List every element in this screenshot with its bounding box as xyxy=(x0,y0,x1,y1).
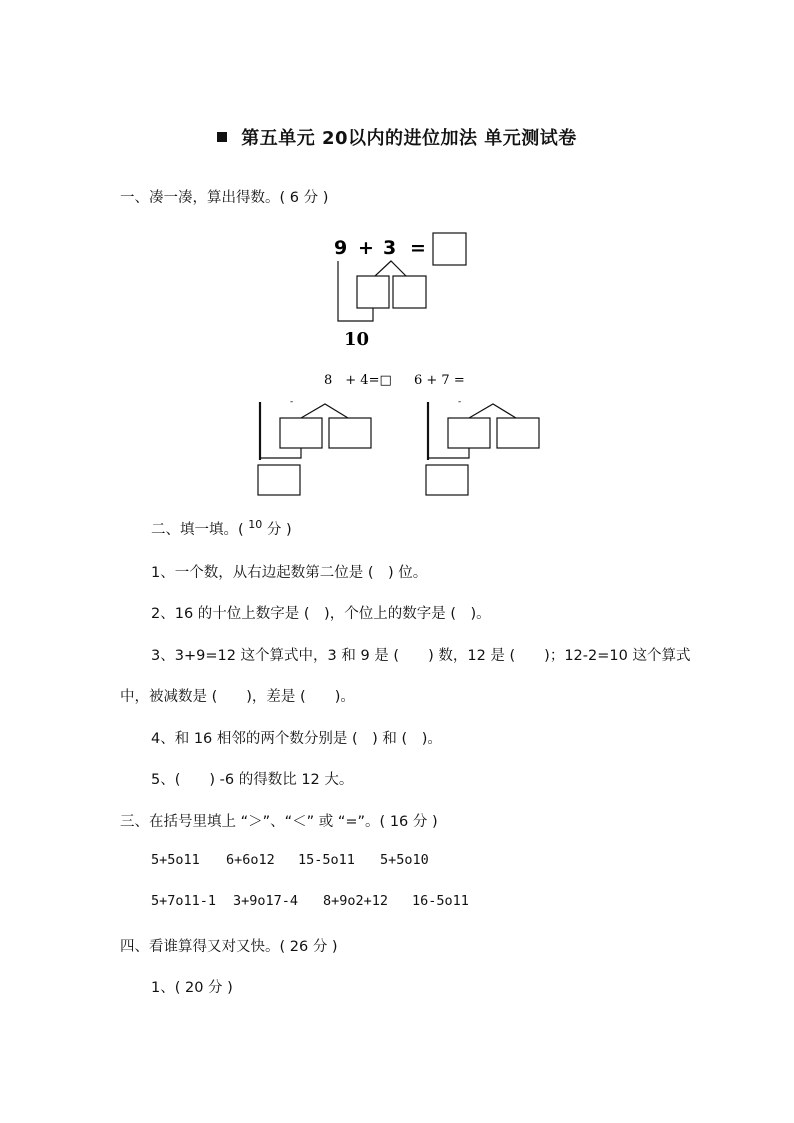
bracket-connector xyxy=(428,448,469,458)
split-box-right[interactable] xyxy=(329,418,371,448)
section4-heading: 四、看谁算得又对又快。( 26 分 ) xyxy=(120,939,338,955)
make-ten-bracket xyxy=(338,261,373,321)
example-operator: + xyxy=(358,237,374,259)
section3-heading: 三、在括号里填上 “＞”、“＜” 或 “=”。( 16 分 ) xyxy=(120,814,438,830)
split-branch xyxy=(375,261,406,276)
split-branch xyxy=(301,404,348,418)
compare-item: 8+9o2+12 xyxy=(323,893,389,909)
title-text: 第五单元 20以内的进位加法 单元测试卷 xyxy=(241,128,577,149)
split-branch xyxy=(469,404,516,418)
equation-6-plus-7: 6 + 7 = xyxy=(414,373,465,388)
problem-diagram-2 xyxy=(424,396,544,498)
section2-score: 10 xyxy=(248,518,263,532)
compare-item: 5+5o10 xyxy=(380,852,429,868)
section2-heading-prefix: 二、填一填。( xyxy=(151,522,244,538)
equation-8-plus-4: 8 + 4=□ xyxy=(324,373,392,388)
question-3-line-2: 中，被减数是 ( )，差是 ( )。 xyxy=(120,689,355,705)
section2-heading xyxy=(151,518,292,539)
section4-sub-1: 1、( 20 分 ) xyxy=(151,980,233,996)
example-equals: = xyxy=(410,237,426,259)
split-box-left[interactable] xyxy=(448,418,490,448)
ten-label: 10 xyxy=(344,329,370,350)
compare-item: 5+5o11 xyxy=(151,852,200,868)
square-bullet-icon xyxy=(217,132,227,142)
question-5: 5、( ) -6 的得数比 12 大。 xyxy=(151,772,354,788)
tick-mark: - xyxy=(290,397,294,407)
split-box-left[interactable] xyxy=(357,276,389,308)
ten-box[interactable] xyxy=(426,465,468,495)
ten-box[interactable] xyxy=(258,465,300,495)
example-addend-b: 3 xyxy=(383,237,397,259)
tick-mark: - xyxy=(458,397,462,407)
compare-item: 15-5o11 xyxy=(298,852,355,868)
question-1: 1、一个数，从右边起数第二位是 ( ) 位。 xyxy=(151,565,428,581)
question-2: 2、16 的十位上数字是 ( )，个位上的数字是 ( )。 xyxy=(151,606,491,622)
compare-item: 5+7o11-1 xyxy=(151,893,217,909)
page-title xyxy=(0,124,794,150)
compare-item: 3+9o17-4 xyxy=(233,893,299,909)
question-4: 4、和 16 相邻的两个数分别是 ( ) 和 ( )。 xyxy=(151,731,442,747)
split-box-left[interactable] xyxy=(280,418,322,448)
example-addend-a: 9 xyxy=(334,237,348,259)
question-3-line-1: 3、3+9=12 这个算式中，3 和 9 是 ( ) 数，12 是 ( )；12-2=10 这个算式 xyxy=(151,648,691,664)
compare-item: 16-5o11 xyxy=(412,893,469,909)
problem-equations xyxy=(322,368,482,388)
compare-item: 6+6o12 xyxy=(226,852,275,868)
example-answer-box[interactable] xyxy=(433,233,466,265)
split-box-right[interactable] xyxy=(393,276,426,308)
section1-heading: 一、凑一凑，算出得数。( 6 分 ) xyxy=(120,190,329,206)
bracket-connector xyxy=(260,448,301,458)
split-box-right[interactable] xyxy=(497,418,539,448)
example-diagram xyxy=(330,228,480,353)
section2-heading-suffix: 分 ) xyxy=(266,522,292,538)
problem-diagram-1 xyxy=(256,396,376,498)
